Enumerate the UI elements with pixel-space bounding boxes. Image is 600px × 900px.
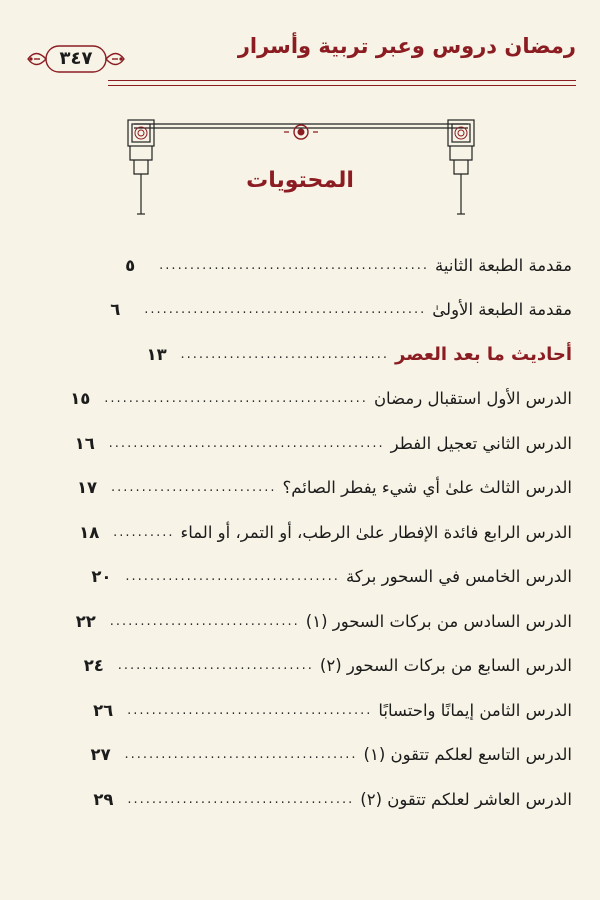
toc-section-heading[interactable]: [40, 327, 572, 372]
toc-entry[interactable]: [40, 772, 572, 817]
toc-entry[interactable]: [40, 550, 572, 595]
toc-entry-leader: ...............................: [109, 613, 300, 629]
toc-entry-leader: ............................................: [159, 257, 429, 273]
toc-entry-label: مقدمة الطبعة الأولىٰ: [432, 300, 572, 319]
toc-entry-page: ٢٧: [90, 745, 111, 764]
toc-entry[interactable]: [40, 728, 572, 773]
toc-entry-page: ٢٩: [93, 789, 114, 809]
page-header: [0, 0, 600, 100]
header-rule-top: [108, 80, 576, 81]
toc-entry-label: الدرس السابع من بركات السحور (٢): [319, 656, 572, 675]
toc-entry[interactable]: [40, 416, 572, 461]
page-number: ٣٤٧: [59, 48, 93, 69]
toc-entry-label: الدرس الثاني تعجيل الفطر: [390, 433, 572, 453]
toc-entry-page: ١٣: [146, 344, 167, 364]
toc-entry-page: ٢٢: [75, 611, 96, 631]
toc-entry-page: ٢٤: [83, 656, 104, 675]
toc-entry-page: ١٧: [76, 478, 98, 497]
toc-entry-leader: ...........................................: [104, 391, 368, 406]
toc-entry-page: ٥: [125, 255, 136, 275]
running-title: رمضان دروس وعبر تربية وأسرار: [237, 34, 576, 58]
toc-entry-leader: ...................................: [125, 569, 340, 584]
toc-list: [40, 238, 572, 817]
toc-entry-page: ١٨: [79, 522, 100, 542]
toc-entry[interactable]: [40, 505, 572, 550]
toc-entry-leader: .....................................: [127, 791, 355, 807]
header-rule-bottom: [108, 85, 576, 86]
toc-entry-label: الدرس العاشر لعلكم تتقون (٢): [360, 789, 572, 809]
toc-entry-label: الدرس الثالث علىٰ أي شيء يفطر الصائم؟: [282, 478, 572, 497]
toc-entry-label: الدرس الرابع فائدة الإفطار علىٰ الرطب، أو التمر، أو الماء: [180, 522, 572, 542]
toc-entry-leader: ..................................: [180, 346, 389, 362]
toc-entry-leader: ..............................................: [144, 302, 427, 317]
toc-entry-label: الدرس الثامن إيمانًا واحتسابًا: [378, 700, 572, 720]
toc-title: المحتويات: [246, 168, 354, 193]
toc-entry-leader: ........................................: [127, 702, 373, 718]
toc-entry-page: ٦: [110, 300, 121, 319]
toc-entry-leader: ......................................: [124, 747, 358, 762]
toc-entry[interactable]: [40, 461, 572, 506]
toc-entry[interactable]: [40, 639, 572, 684]
toc-entry-page: ٢٠: [91, 567, 112, 586]
toc-entry-label: الدرس الأول استقبال رمضان: [373, 389, 572, 408]
toc-section-label: أحاديث ما بعد العصر: [395, 343, 572, 365]
toc-entry[interactable]: [40, 238, 572, 283]
toc-entry-label: مقدمة الطبعة الثانية: [435, 255, 572, 275]
toc-entry[interactable]: [40, 594, 572, 639]
toc-entry-page: ١٥: [70, 389, 91, 408]
toc-entry-page: ١٦: [74, 433, 95, 453]
toc-entry-leader: ................................: [117, 658, 314, 673]
toc-entry[interactable]: [40, 372, 572, 417]
toc-entry-leader: .............................................: [108, 435, 385, 451]
toc-entry-label: الدرس الخامس في السحور بركة: [345, 567, 572, 586]
toc-entry-label: الدرس السادس من بركات السحور (١): [305, 611, 572, 631]
toc-entry-leader: ..........: [113, 524, 175, 540]
toc-entry-page: ٢٦: [93, 700, 114, 720]
toc-entry[interactable]: [40, 683, 572, 728]
toc-entry[interactable]: [40, 283, 572, 328]
toc-entry-label: الدرس التاسع لعلكم تتقون (١): [363, 745, 572, 764]
toc-entry-leader: ...........................: [110, 480, 277, 495]
